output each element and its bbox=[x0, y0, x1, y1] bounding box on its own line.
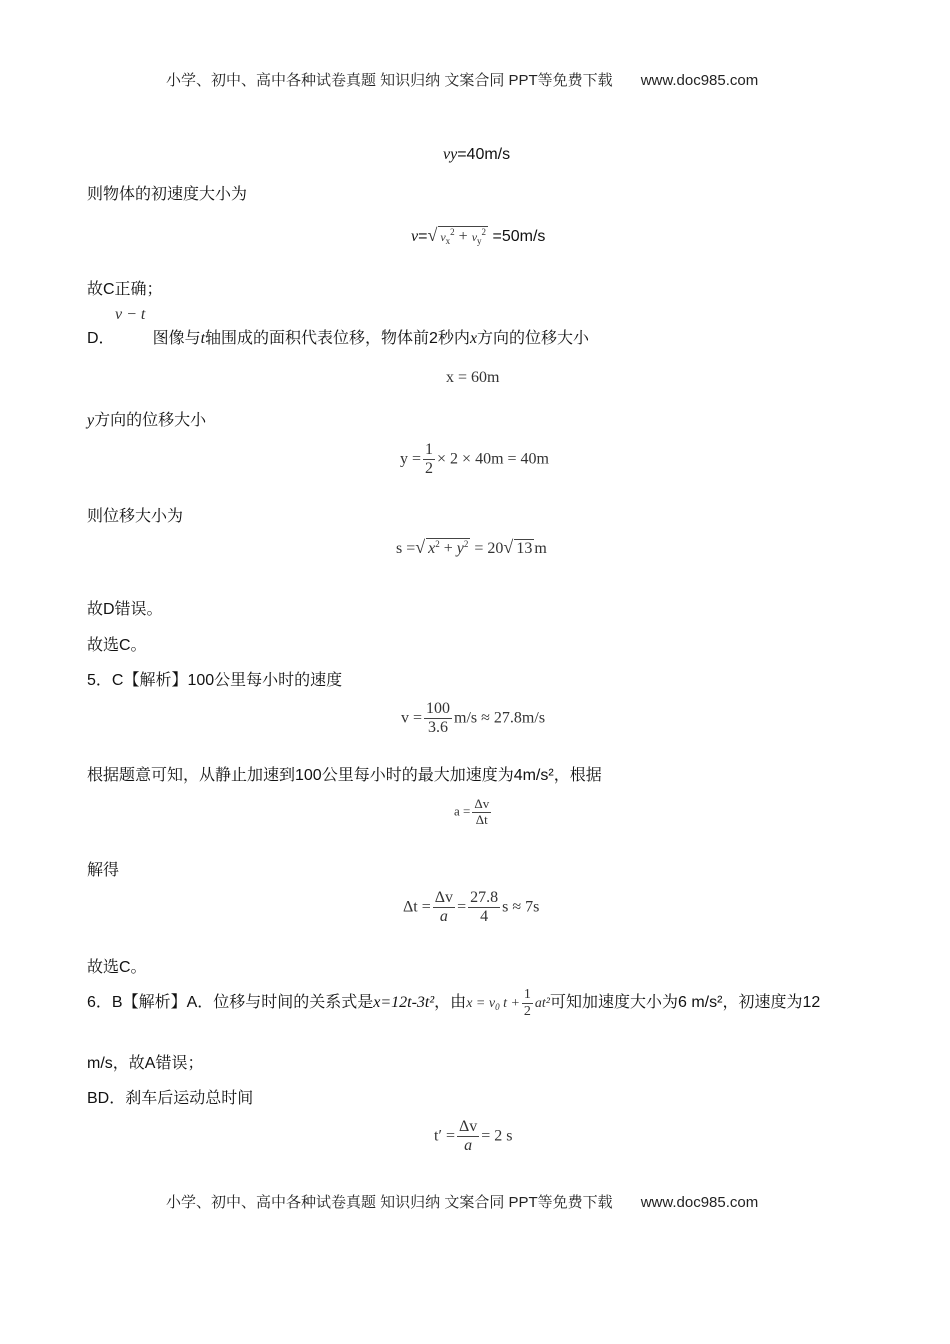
equation-a bbox=[454, 797, 493, 828]
frac-den: 2 bbox=[425, 460, 434, 478]
eq-a-lhs: a = bbox=[454, 803, 471, 819]
frac-num: Δv bbox=[433, 889, 455, 908]
frac-den: 2 bbox=[523, 1004, 531, 1020]
line-d-option bbox=[87, 325, 589, 348]
equation-v-kmh bbox=[401, 700, 545, 738]
q6-eq: x=12t-3t² bbox=[373, 993, 435, 1011]
frac-den: 3.6 bbox=[428, 719, 449, 737]
fraction-dv-a bbox=[433, 889, 455, 927]
footer-url: www.doc985.com bbox=[640, 1194, 759, 1211]
equation-dt bbox=[403, 889, 539, 927]
equation-vy bbox=[443, 146, 510, 164]
eq-s-radicand: $x^2 + y^2$ bbox=[428, 539, 469, 557]
frac-num: Δv bbox=[474, 796, 490, 811]
d-label: D． bbox=[87, 330, 115, 347]
frac-num: 100 bbox=[424, 700, 452, 719]
header-url: www.doc985.com bbox=[640, 72, 759, 89]
d-text-1: 图像与 bbox=[152, 330, 201, 347]
equation-s bbox=[396, 537, 547, 558]
eq-t-rhs: = 2 s bbox=[481, 1127, 513, 1145]
d-var-t: t bbox=[200, 330, 206, 347]
line-initial-speed: 则物体的初速度大小为 bbox=[87, 186, 248, 203]
footer-title: 小学、初中、高中各种试卷真题 知识归纳 文案合同 PPT等免费下载 bbox=[166, 1194, 613, 1211]
eq-v2-rhs: m/s ≈ 27.8m/s bbox=[454, 709, 546, 727]
eq-t-lhs: t′ = bbox=[434, 1127, 455, 1145]
y-var: y bbox=[87, 412, 95, 429]
sqrt-symbol-icon: √ bbox=[427, 225, 438, 245]
eq-v2-lhs: v = bbox=[401, 709, 423, 727]
frac-den: 4 bbox=[480, 908, 489, 926]
frac-den: a bbox=[464, 1137, 473, 1155]
q6-text-b: ，由 bbox=[434, 993, 467, 1011]
q6-text-a: 6．B【解析】A．位移与时间的关系式是 bbox=[87, 993, 374, 1011]
frac-num: 1 bbox=[423, 441, 435, 460]
eq-s-rad-13: 13 bbox=[516, 540, 533, 557]
fraction-100-3-6 bbox=[424, 700, 452, 738]
line-choose-c-1: 故选C。 bbox=[87, 637, 147, 654]
fraction-half bbox=[423, 441, 435, 479]
frac-den: a bbox=[439, 908, 448, 926]
line-c-correct: 故C正确； bbox=[87, 281, 163, 298]
line-q5-text: 根据题意可知，从静止加速到100公里每小时的最大加速度为4m/s²，根据 bbox=[87, 767, 602, 784]
eq-s-rhs: = 20 bbox=[474, 540, 504, 557]
eq-vy-lhs: vy bbox=[443, 146, 458, 163]
eq-v-eq: = bbox=[418, 228, 428, 245]
eq-y-lhs: y = bbox=[400, 450, 422, 468]
eq-s-lhs: s = bbox=[396, 540, 416, 557]
d-var-x: x bbox=[469, 330, 478, 347]
line-solve: 解得 bbox=[87, 862, 120, 879]
equation-v-sqrt bbox=[411, 225, 545, 246]
q6-formula bbox=[466, 987, 550, 1020]
sqrt-symbol-icon: √ bbox=[415, 537, 426, 557]
sqrt-symbol-icon: √ bbox=[503, 537, 514, 557]
equation-y bbox=[400, 441, 549, 479]
frac-num: 1 bbox=[522, 987, 533, 1004]
eq-dt-rhs: s ≈ 7s bbox=[502, 898, 540, 916]
line-d-wrong: 故D错误。 bbox=[87, 601, 163, 618]
frac-num: Δv bbox=[457, 1118, 479, 1137]
eq-vy-rhs: =40m/s bbox=[457, 146, 511, 163]
eq-v-lhs: v bbox=[411, 228, 419, 245]
q6-formula-2: t + bbox=[503, 995, 520, 1011]
page-footer bbox=[166, 1191, 758, 1212]
fraction-half bbox=[522, 987, 533, 1020]
eq-s-unit: m bbox=[534, 540, 547, 557]
q6-text-c: 可知加速度大小为6 m/s²，初速度为12 bbox=[550, 993, 821, 1011]
line-displacement: 则位移大小为 bbox=[87, 508, 184, 525]
equation-x: x = 60m bbox=[446, 369, 500, 386]
line-q6-d: m/s，故A错误； bbox=[87, 1055, 204, 1072]
frac-num: 27.8 bbox=[468, 889, 500, 908]
fraction-27-8-4 bbox=[468, 889, 500, 927]
eq-y-rhs: × 2 × 40m = 40m bbox=[437, 450, 549, 468]
fraction-dv-dt bbox=[472, 797, 491, 828]
header-title: 小学、初中、高中各种试卷真题 知识归纳 文案合同 PPT等免费下载 bbox=[166, 72, 613, 89]
eq-dt-lhs: Δt = bbox=[403, 898, 431, 916]
y-text: 方向的位移大小 bbox=[94, 412, 207, 429]
q6-formula-sub: 0 bbox=[495, 1001, 500, 1012]
line-q6 bbox=[87, 987, 820, 1020]
equation-t-total bbox=[434, 1118, 513, 1156]
frac-den: Δt bbox=[475, 811, 488, 827]
vt-label: v − t bbox=[115, 306, 146, 323]
page-header bbox=[166, 69, 758, 90]
q6-formula-1: x = v bbox=[466, 995, 496, 1011]
line-bd: BD．刹车后运动总时间 bbox=[87, 1090, 254, 1107]
eq-v-radicand: $v_x^2 + v_y^2$ bbox=[440, 227, 487, 246]
d-text-2: 轴围成的面积代表位移，物体前2秒内 bbox=[205, 330, 470, 347]
line-choose-c-2: 故选C。 bbox=[87, 959, 147, 976]
d-text-3: 方向的位移大小 bbox=[477, 330, 590, 347]
line-q5-head: 5．C【解析】100公里每小时的速度 bbox=[87, 672, 343, 689]
line-y-displacement bbox=[87, 407, 206, 430]
q6-formula-3: at² bbox=[534, 995, 550, 1011]
eq-dt-eq: = bbox=[457, 898, 467, 916]
eq-v-rhs: =50m/s bbox=[492, 228, 546, 245]
fraction-dv-a bbox=[457, 1118, 479, 1156]
